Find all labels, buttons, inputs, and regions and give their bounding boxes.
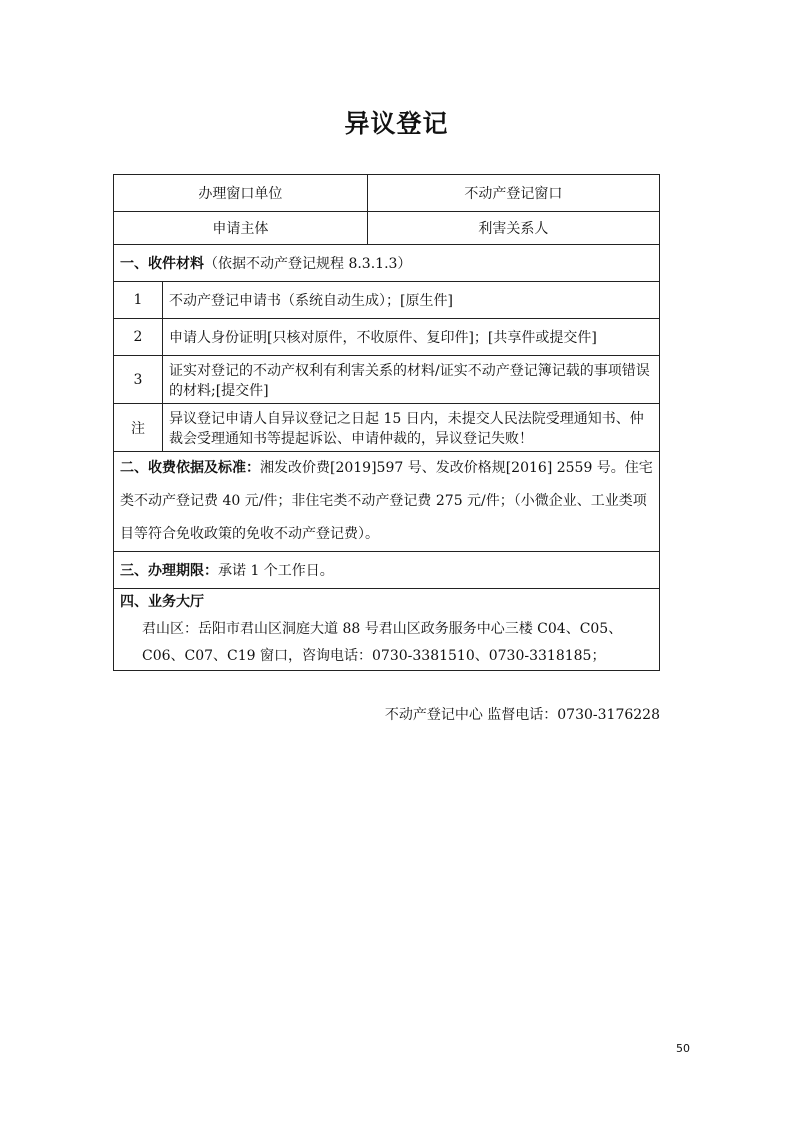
hall-cell [114, 589, 660, 671]
item-text: 申请人身份证明[只核对原件，不收原件、复印件]；[共享件或提交件] [163, 319, 660, 356]
info-table [113, 174, 660, 671]
note-text: 异议登记申请人自异议登记之日起 15 日内，未提交人民法院受理通知书、仲裁会受理通知书等提起诉讼、申请仲裁的，异议登记失败！ [163, 404, 660, 452]
subject-label: 申请主体 [114, 212, 368, 245]
table-row [114, 175, 660, 212]
materials-header [114, 245, 660, 282]
time-limit-cell [114, 552, 660, 589]
table-row [114, 452, 660, 552]
materials-heading: 一、收件材料 [120, 256, 204, 272]
table-row [114, 356, 660, 404]
time-limit-heading: 三、办理期限： [120, 563, 218, 579]
unit-label: 办理窗口单位 [114, 175, 368, 212]
page-number: 50 [676, 1042, 690, 1055]
table-row [114, 282, 660, 319]
item-number: 1 [114, 282, 163, 319]
fees-cell [114, 452, 660, 552]
item-text: 不动产登记申请书（系统自动生成）；[原生件] [163, 282, 660, 319]
hall-text: 君山区：岳阳市君山区洞庭大道 88 号君山区政务服务中心三楼 C04、C05、C06、C07、C19 窗口，咨询电话：0730-3381510、0730-3318185； [142, 621, 623, 664]
fees-heading: 二、收费依据及标准： [120, 460, 260, 476]
time-limit-text: 承诺 1 个工作日。 [218, 563, 334, 579]
table-row [114, 319, 660, 356]
subject-value: 利害关系人 [367, 212, 659, 245]
note-label: 注 [114, 404, 163, 452]
unit-value: 不动产登记窗口 [367, 175, 659, 212]
table-row [114, 404, 660, 452]
fees-text: 湘发改价费[2019]597 号、发改价格规[2016] 2559 号。住宅类不动产登记费 40 元/件；非住宅类不动产登记费 275 元/件；（小微企业、工业类项目等符合免收政策的免收不动产登记费）。 [120, 460, 653, 542]
table-row [114, 589, 660, 671]
item-number: 3 [114, 356, 163, 404]
table-row [114, 245, 660, 282]
table-row [114, 552, 660, 589]
item-text: 证实对登记的不动产权利有利害关系的材料/证实不动产登记簿记载的事项错误的材料;[提交件] [163, 356, 660, 404]
item-number: 2 [114, 319, 163, 356]
hall-heading: 四、业务大厅 [120, 594, 204, 610]
page-title: 异议登记 [344, 109, 449, 138]
materials-basis: （依据不动产登记规程 8.3.1.3） [204, 256, 412, 272]
table-row [114, 212, 660, 245]
footer-note: 不动产登记中心 监督电话：0730-3176228 [384, 707, 660, 723]
